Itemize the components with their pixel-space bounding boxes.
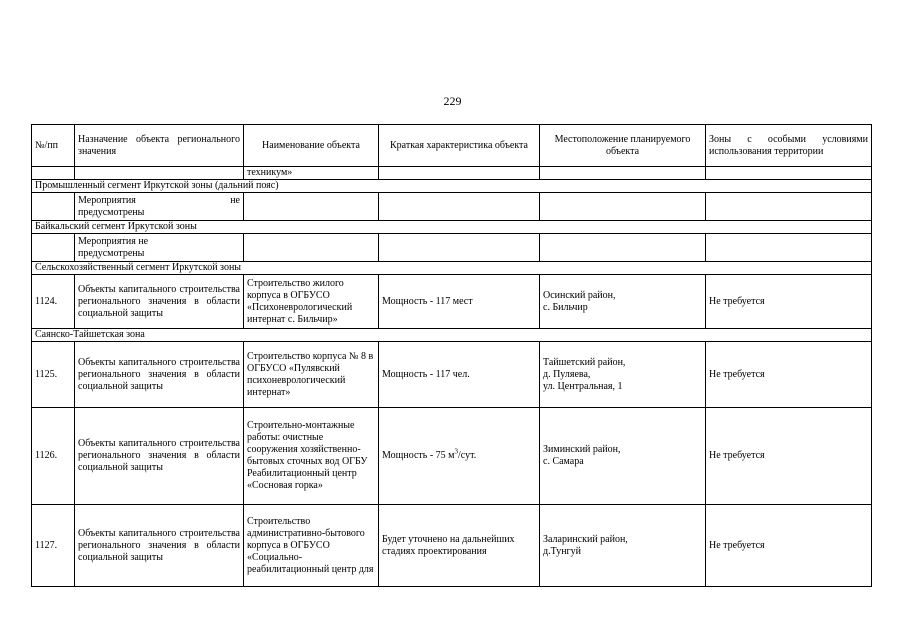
segment-title: Саянско-Тайшетская зона (32, 329, 872, 342)
cell-zones: Не требуется (706, 275, 872, 329)
page-number: 229 (443, 94, 462, 108)
segment-row-industrial (32, 180, 872, 193)
table-header-row (32, 125, 872, 167)
planned-objects-table (31, 124, 872, 587)
cell-purpose: Объекты капитального строительства регионального значения в области социальной защиты (75, 342, 244, 408)
cell-num: 1124. (32, 275, 75, 329)
cell-no-measures: Мероприятия не предусмотрены (75, 193, 244, 221)
table-row (32, 275, 872, 329)
cell-location: Зиминский район, с. Самара (540, 408, 706, 505)
cell-characteristic: Мощность - 117 чел. (379, 342, 540, 408)
cell-location: Осинский район, с. Бильчир (540, 275, 706, 329)
cell-name: Строительство административно-бытового корпуса в ОГБУСО «Социально-реабилитационный центр для (244, 505, 379, 587)
cell-zones: Не требуется (706, 505, 872, 587)
table-row (32, 505, 872, 587)
header-purpose: Назначение объекта регионального значения (75, 125, 244, 167)
header-num: №/пп (32, 125, 75, 167)
cell-zones: Не требуется (706, 342, 872, 408)
segment-row-agricultural (32, 262, 872, 275)
segment-title: Байкальский сегмент Иркутской зоны (32, 221, 872, 234)
table-row-continued (32, 167, 872, 180)
cell-no-measures: Мероприятия не предусмотрены (75, 234, 244, 262)
cell-purpose: Объекты капитального строительства регионального значения в области социальной защиты (75, 505, 244, 587)
cell-location: Заларинский район, д.Тунгуй (540, 505, 706, 587)
table-row-no-measures (32, 193, 872, 221)
header-zones: Зоны с особыми условиями использования территории (706, 125, 872, 167)
cell-characteristic: Будет уточнено на дальнейших стадиях проектирования (379, 505, 540, 587)
segment-row-sayan (32, 329, 872, 342)
segment-row-baikal (32, 221, 872, 234)
header-location: Местоположение планируемого объекта (540, 125, 706, 167)
table-row (32, 408, 872, 505)
segment-title: Сельскохозяйственный сегмент Иркутской зоны (32, 262, 872, 275)
cell-purpose: Объекты капитального строительства регионального значения в области социальной защиты (75, 408, 244, 505)
cell-characteristic: Мощность - 75 $м^3$/сут. (379, 408, 540, 505)
cell-num: 1126. (32, 408, 75, 505)
cell-name: Строительство жилого корпуса в ОГБУСО «Психоневрологический интернат с. Бильчир» (244, 275, 379, 329)
table-row-no-measures (32, 234, 872, 262)
cell-location: Тайшетский район, д. Пуляева, ул. Центральная, 1 (540, 342, 706, 408)
header-name: Наименование объекта (244, 125, 379, 167)
cell-characteristic: Мощность - 117 мест (379, 275, 540, 329)
cell-name: Строительство корпуса № 8 в ОГБУСО «Пулявский психоневрологический интернат» (244, 342, 379, 408)
cell-name-continued: техникум» (244, 167, 379, 180)
segment-title: Промышленный сегмент Иркутской зоны (дальний пояс) (32, 180, 872, 193)
header-characteristic: Краткая характеристика объекта (379, 125, 540, 167)
cell-num: 1125. (32, 342, 75, 408)
cell-num: 1127. (32, 505, 75, 587)
cell-purpose: Объекты капитального строительства регионального значения в области социальной защиты (75, 275, 244, 329)
table-row (32, 342, 872, 408)
cell-zones: Не требуется (706, 408, 872, 505)
cell-name: Строительно-монтажные работы: очистные сооружения хозяйственно-бытовых сточных вод ОГБУ Реабилитационный центр «Сосновая горка» (244, 408, 379, 505)
